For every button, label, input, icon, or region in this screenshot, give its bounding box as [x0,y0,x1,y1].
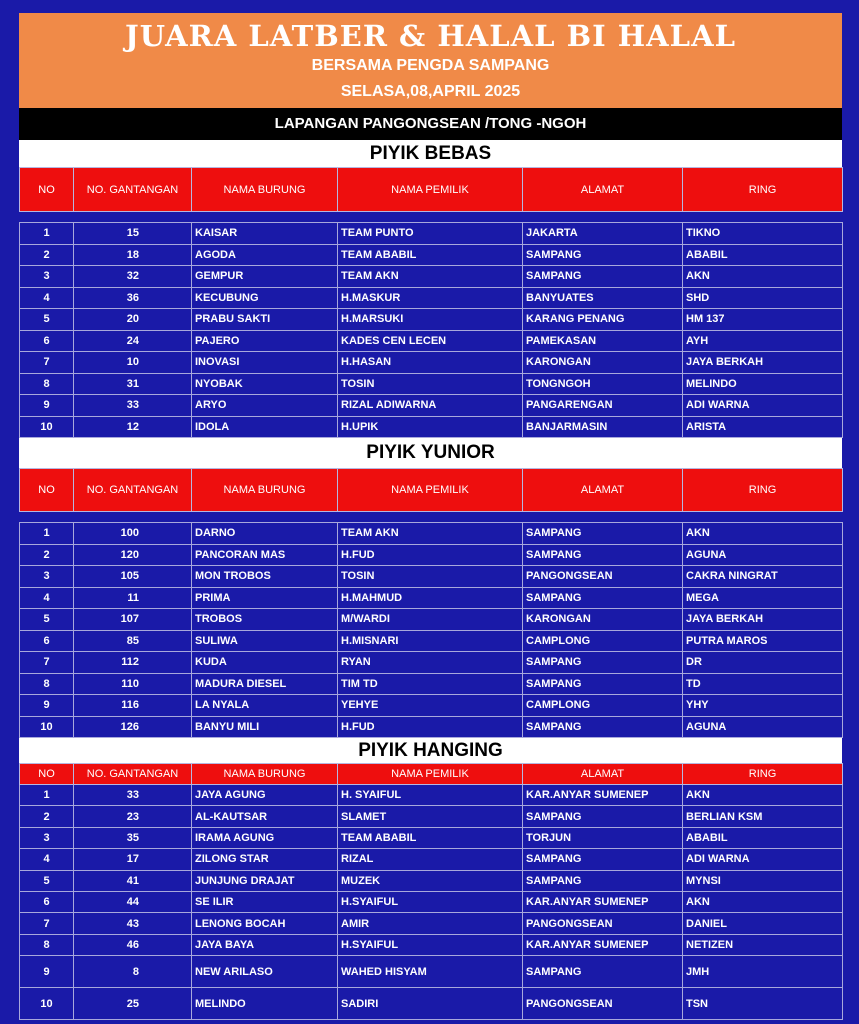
cell-no: 10 [20,988,74,1020]
spacer-cell [20,212,843,223]
cell-nama-burung: JUNJUNG DRAJAT [192,870,338,891]
table-spacer [20,512,843,523]
cell-ring: PUTRA MAROS [683,630,843,652]
cell-alamat: PANGONGSEAN [523,913,683,934]
cell-gantangan: 15 [74,223,192,245]
cell-ring: AKN [683,266,843,288]
cell-nama-burung: MON TROBOS [192,566,338,588]
cell-nama-burung: JAYA AGUNG [192,785,338,806]
cell-alamat: PANGONGSEAN [523,988,683,1020]
cell-ring: JAYA BERKAH [683,609,843,631]
cell-gantangan: 41 [74,870,192,891]
col-header-nama-pemilik: NAMA PEMILIK [338,764,523,785]
cell-no: 2 [20,244,74,266]
table-row [20,373,843,395]
cell-nama-pemilik: TEAM ABABIL [338,827,523,848]
col-header-nama-burung: NAMA BURUNG [192,168,338,212]
cell-nama-burung: AGODA [192,244,338,266]
cell-nama-burung: LENONG BOCAH [192,913,338,934]
cell-ring: MYNSI [683,870,843,891]
cell-ring: JMH [683,956,843,988]
cell-nama-burung: AL-KAUTSAR [192,806,338,827]
cell-nama-pemilik: TEAM AKN [338,266,523,288]
table-row [20,716,843,738]
cell-alamat: SAMPANG [523,849,683,870]
cell-ring: HM 137 [683,309,843,331]
col-header-nama-burung: NAMA BURUNG [192,469,338,512]
cell-nama-pemilik: SLAMET [338,806,523,827]
cell-no: 10 [20,416,74,438]
cell-gantangan: 33 [74,785,192,806]
table-header-row [20,469,843,512]
cell-no: 1 [20,223,74,245]
cell-no: 4 [20,587,74,609]
cell-no: 4 [20,849,74,870]
cell-alamat: SAMPANG [523,870,683,891]
cell-gantangan: 32 [74,266,192,288]
cell-ring: DR [683,652,843,674]
cell-nama-pemilik: H.MAHMUD [338,587,523,609]
cell-gantangan: 24 [74,330,192,352]
cell-nama-pemilik: H.MASKUR [338,287,523,309]
results-table-piyik-hanging [19,763,843,1020]
cell-alamat: SAMPANG [523,652,683,674]
cell-gantangan: 44 [74,891,192,912]
cell-no: 8 [20,934,74,955]
cell-no: 9 [20,956,74,988]
cell-no: 2 [20,806,74,827]
cell-ring: DANIEL [683,913,843,934]
cell-ring: AKN [683,785,843,806]
cell-gantangan: 35 [74,827,192,848]
table-row [20,566,843,588]
cell-nama-pemilik: H.HASAN [338,352,523,374]
cell-nama-burung: TROBOS [192,609,338,631]
cell-nama-pemilik: YEHYE [338,695,523,717]
cell-no: 7 [20,652,74,674]
table-row [20,806,843,827]
cell-alamat: SAMPANG [523,266,683,288]
spacer-cell [20,512,843,523]
table-row [20,785,843,806]
cell-nama-pemilik: M/WARDI [338,609,523,631]
cell-gantangan: 10 [74,352,192,374]
cell-alamat: SAMPANG [523,673,683,695]
col-header-gantangan: NO. GANTANGAN [74,469,192,512]
cell-nama-burung: KECUBUNG [192,287,338,309]
cell-nama-pemilik: TOSIN [338,566,523,588]
cell-nama-burung: IDOLA [192,416,338,438]
cell-nama-burung: BANYU MILI [192,716,338,738]
table-row [20,266,843,288]
results-table-piyik-yunior [19,468,843,738]
col-header-alamat: ALAMAT [523,168,683,212]
cell-gantangan: 36 [74,287,192,309]
cell-gantangan: 33 [74,395,192,417]
section-title-piyik-hanging: PIYIK HANGING [19,738,842,763]
cell-nama-burung: NEW ARILASO [192,956,338,988]
cell-gantangan: 8 [74,956,192,988]
table-header-row [20,764,843,785]
results-sheet [19,13,842,1020]
table-row [20,695,843,717]
cell-nama-burung: DARNO [192,523,338,545]
col-header-ring: RING [683,168,843,212]
cell-alamat: BANJARMASIN [523,416,683,438]
cell-gantangan: 85 [74,630,192,652]
cell-ring: MELINDO [683,373,843,395]
cell-no: 8 [20,673,74,695]
table-row [20,395,843,417]
col-header-ring: RING [683,764,843,785]
cell-alamat: SAMPANG [523,244,683,266]
cell-nama-pemilik: WAHED HISYAM [338,956,523,988]
cell-no: 3 [20,566,74,588]
cell-nama-burung: JAYA BAYA [192,934,338,955]
cell-alamat: SAMPANG [523,523,683,545]
cell-nama-burung: KUDA [192,652,338,674]
section-title-piyik-bebas: PIYIK BEBAS [19,140,842,167]
cell-nama-burung: ZILONG STAR [192,849,338,870]
table-row [20,587,843,609]
cell-alamat: KAR.ANYAR SUMENEP [523,785,683,806]
cell-no: 7 [20,913,74,934]
cell-no: 6 [20,630,74,652]
table-row [20,523,843,545]
cell-alamat: SAMPANG [523,544,683,566]
cell-ring: ARISTA [683,416,843,438]
venue-bar: LAPANGAN PANGONGSEAN /TONG -NGOH [19,108,842,140]
cell-nama-pemilik: TEAM ABABIL [338,244,523,266]
cell-gantangan: 120 [74,544,192,566]
cell-no: 9 [20,395,74,417]
cell-gantangan: 100 [74,523,192,545]
cell-alamat: PAMEKASAN [523,330,683,352]
cell-nama-burung: NYOBAK [192,373,338,395]
cell-alamat: TORJUN [523,827,683,848]
cell-nama-pemilik: TEAM AKN [338,523,523,545]
col-header-gantangan: NO. GANTANGAN [74,764,192,785]
cell-nama-pemilik: RYAN [338,652,523,674]
results-table-piyik-bebas [19,167,843,438]
cell-ring: AKN [683,523,843,545]
cell-nama-pemilik: H.FUD [338,544,523,566]
cell-no: 3 [20,266,74,288]
cell-no: 1 [20,785,74,806]
table-row [20,934,843,955]
page-title: JUARA LATBER & HALAL BI HALAL [125,19,736,53]
cell-gantangan: 25 [74,988,192,1020]
col-header-nama-burung: NAMA BURUNG [192,764,338,785]
table-row [20,609,843,631]
col-header-alamat: ALAMAT [523,469,683,512]
cell-alamat: CAMPLONG [523,695,683,717]
table-row [20,870,843,891]
col-header-ring: RING [683,469,843,512]
cell-nama-burung: GEMPUR [192,266,338,288]
table-row [20,652,843,674]
cell-no: 1 [20,523,74,545]
table-row [20,956,843,988]
cell-nama-pemilik: H.MISNARI [338,630,523,652]
cell-nama-burung: PRABU SAKTI [192,309,338,331]
cell-nama-pemilik: KADES CEN LECEN [338,330,523,352]
cell-nama-burung: ARYO [192,395,338,417]
section-title-piyik-yunior: PIYIK YUNIOR [19,438,842,468]
table-row [20,827,843,848]
cell-nama-pemilik: MUZEK [338,870,523,891]
cell-gantangan: 11 [74,587,192,609]
cell-no: 10 [20,716,74,738]
table-row [20,287,843,309]
cell-alamat: KARONGAN [523,352,683,374]
cell-ring: AGUNA [683,716,843,738]
cell-alamat: SAMPANG [523,956,683,988]
cell-alamat: TONGNGOH [523,373,683,395]
cell-nama-pemilik: H.SYAIFUL [338,934,523,955]
cell-gantangan: 43 [74,913,192,934]
cell-ring: MEGA [683,587,843,609]
cell-nama-burung: MELINDO [192,988,338,1020]
cell-nama-pemilik: TIM TD [338,673,523,695]
cell-ring: ADI WARNA [683,849,843,870]
cell-gantangan: 18 [74,244,192,266]
table-row [20,416,843,438]
table-row [20,244,843,266]
cell-nama-pemilik: AMIR [338,913,523,934]
cell-gantangan: 31 [74,373,192,395]
cell-nama-burung: INOVASI [192,352,338,374]
cell-nama-pemilik: H.SYAIFUL [338,891,523,912]
table-row [20,309,843,331]
cell-alamat: PANGONGSEAN [523,566,683,588]
cell-ring: AGUNA [683,544,843,566]
cell-nama-burung: KAISAR [192,223,338,245]
table-row [20,630,843,652]
cell-gantangan: 110 [74,673,192,695]
table-row [20,849,843,870]
cell-gantangan: 12 [74,416,192,438]
cell-no: 7 [20,352,74,374]
cell-nama-pemilik: SADIRI [338,988,523,1020]
col-header-no: NO [20,168,74,212]
table-row [20,988,843,1020]
cell-alamat: BANYUATES [523,287,683,309]
cell-alamat: CAMPLONG [523,630,683,652]
cell-nama-burung: LA NYALA [192,695,338,717]
col-header-gantangan: NO. GANTANGAN [74,168,192,212]
table-row [20,223,843,245]
cell-ring: YHY [683,695,843,717]
cell-alamat: SAMPANG [523,806,683,827]
cell-nama-pemilik: H.FUD [338,716,523,738]
cell-nama-pemilik: TEAM PUNTO [338,223,523,245]
cell-no: 8 [20,373,74,395]
cell-ring: TSN [683,988,843,1020]
cell-gantangan: 107 [74,609,192,631]
cell-no: 4 [20,287,74,309]
cell-ring: AYH [683,330,843,352]
cell-ring: JAYA BERKAH [683,352,843,374]
table-row [20,891,843,912]
table-row [20,544,843,566]
cell-nama-pemilik: TOSIN [338,373,523,395]
cell-gantangan: 46 [74,934,192,955]
cell-ring: TD [683,673,843,695]
cell-no: 5 [20,309,74,331]
cell-ring: BERLIAN KSM [683,806,843,827]
cell-nama-pemilik: RIZAL ADIWARNA [338,395,523,417]
cell-nama-burung: IRAMA AGUNG [192,827,338,848]
cell-gantangan: 112 [74,652,192,674]
cell-no: 6 [20,891,74,912]
cell-alamat: JAKARTA [523,223,683,245]
cell-ring: SHD [683,287,843,309]
page-subtitle: BERSAMA PENGDA SAMPANG [311,57,550,74]
cell-alamat: KARONGAN [523,609,683,631]
cell-nama-pemilik: RIZAL [338,849,523,870]
cell-gantangan: 126 [74,716,192,738]
table-row [20,673,843,695]
cell-gantangan: 105 [74,566,192,588]
table-header-row [20,168,843,212]
cell-alamat: PANGARENGAN [523,395,683,417]
col-header-nama-pemilik: NAMA PEMILIK [338,168,523,212]
col-header-no: NO [20,764,74,785]
table-spacer [20,212,843,223]
col-header-alamat: ALAMAT [523,764,683,785]
cell-nama-burung: SULIWA [192,630,338,652]
cell-nama-pemilik: H.MARSUKI [338,309,523,331]
cell-ring: NETIZEN [683,934,843,955]
cell-ring: TIKNO [683,223,843,245]
cell-no: 5 [20,609,74,631]
cell-nama-burung: PANCORAN MAS [192,544,338,566]
cell-gantangan: 116 [74,695,192,717]
header-banner [19,13,842,108]
cell-ring: ABABIL [683,244,843,266]
cell-ring: ABABIL [683,827,843,848]
cell-nama-pemilik: H. SYAIFUL [338,785,523,806]
table-row [20,330,843,352]
cell-no: 3 [20,827,74,848]
col-header-nama-pemilik: NAMA PEMILIK [338,469,523,512]
cell-nama-pemilik: H.UPIK [338,416,523,438]
cell-ring: ADI WARNA [683,395,843,417]
cell-nama-burung: SE ILIR [192,891,338,912]
cell-no: 2 [20,544,74,566]
cell-alamat: KAR.ANYAR SUMENEP [523,891,683,912]
table-row [20,913,843,934]
event-date: SELASA,08,APRIL 2025 [340,83,521,100]
cell-no: 6 [20,330,74,352]
cell-gantangan: 20 [74,309,192,331]
cell-alamat: KAR.ANYAR SUMENEP [523,934,683,955]
cell-gantangan: 23 [74,806,192,827]
cell-nama-burung: MADURA DIESEL [192,673,338,695]
cell-no: 5 [20,870,74,891]
cell-ring: AKN [683,891,843,912]
cell-gantangan: 17 [74,849,192,870]
table-row [20,352,843,374]
col-header-no: NO [20,469,74,512]
cell-alamat: KARANG PENANG [523,309,683,331]
cell-alamat: SAMPANG [523,716,683,738]
cell-nama-burung: PAJERO [192,330,338,352]
cell-alamat: SAMPANG [523,587,683,609]
cell-ring: CAKRA NINGRAT [683,566,843,588]
cell-nama-burung: PRIMA [192,587,338,609]
cell-no: 9 [20,695,74,717]
